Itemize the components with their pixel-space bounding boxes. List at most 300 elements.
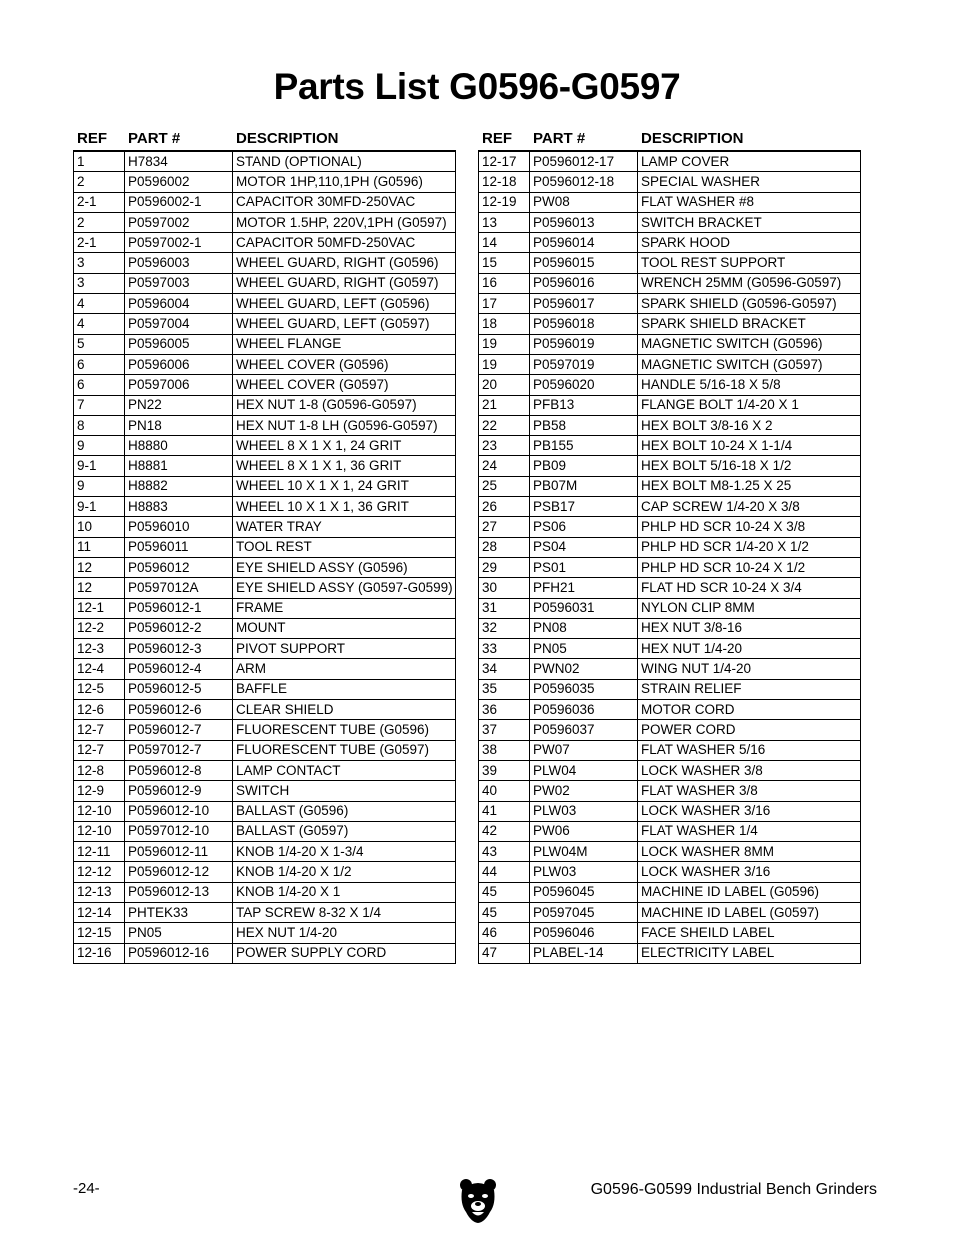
part-number-cell: PW06 (530, 821, 638, 841)
ref-cell: 20 (479, 375, 530, 395)
description-cell: WHEEL GUARD, LEFT (G0597) (233, 314, 456, 334)
ref-cell: 12-15 (74, 923, 125, 943)
part-number-cell: PN05 (530, 639, 638, 659)
ref-cell: 13 (479, 212, 530, 232)
ref-cell: 1 (74, 151, 125, 172)
part-number-cell: P0596012-2 (125, 618, 233, 638)
description-cell: WHEEL COVER (G0596) (233, 354, 456, 374)
part-number-cell: P0596031 (530, 598, 638, 618)
description-cell: WHEEL GUARD, RIGHT (G0596) (233, 253, 456, 273)
ref-cell: 8 (74, 415, 125, 435)
description-cell: LAMP CONTACT (233, 760, 456, 780)
table-row (479, 192, 861, 212)
description-cell: FACE SHEILD LABEL (638, 923, 861, 943)
table-row (479, 639, 861, 659)
description-cell: FLAT HD SCR 10-24 X 3/4 (638, 578, 861, 598)
part-number-cell: H8880 (125, 436, 233, 456)
part-number-cell: PW08 (530, 192, 638, 212)
part-number-cell: P0597012A (125, 578, 233, 598)
part-number-cell: PN22 (125, 395, 233, 415)
description-cell: SPECIAL WASHER (638, 172, 861, 192)
part-number-cell: PHTEK33 (125, 902, 233, 922)
part-number-cell: P0596017 (530, 294, 638, 314)
part-number-cell: P0597019 (530, 354, 638, 374)
description-cell: EYE SHIELD ASSY (G0597-G0599) (233, 578, 456, 598)
table-row (74, 720, 456, 740)
ref-cell: 12-8 (74, 760, 125, 780)
ref-cell: 16 (479, 273, 530, 293)
table-row (479, 557, 861, 577)
part-number-cell: P0597045 (530, 902, 638, 922)
part-number-cell: P0596012-8 (125, 760, 233, 780)
ref-cell: 12-7 (74, 740, 125, 760)
ref-cell: 47 (479, 943, 530, 963)
part-number-cell: P0596012-1 (125, 598, 233, 618)
part-number-cell: P0596012-18 (530, 172, 638, 192)
table-row (74, 212, 456, 232)
description-cell: HEX BOLT 10-24 X 1-1/4 (638, 436, 861, 456)
part-number-cell: PSB17 (530, 497, 638, 517)
table-row (479, 781, 861, 801)
part-number-cell: P0596010 (125, 517, 233, 537)
part-number-cell: PB155 (530, 436, 638, 456)
ref-cell: 39 (479, 760, 530, 780)
table-row (479, 821, 861, 841)
description-cell: LOCK WASHER 3/8 (638, 760, 861, 780)
description-cell: LAMP COVER (638, 151, 861, 172)
description-cell: CAPACITOR 50MFD-250VAC (233, 233, 456, 253)
part-number-cell: P0596018 (530, 314, 638, 334)
part-number-cell: P0596012-6 (125, 700, 233, 720)
description-cell: SWITCH BRACKET (638, 212, 861, 232)
part-number-cell: P0596012-12 (125, 862, 233, 882)
parts-table-left (73, 127, 456, 964)
ref-cell: 29 (479, 557, 530, 577)
description-cell: SWITCH (233, 781, 456, 801)
part-number-cell: PN18 (125, 415, 233, 435)
table-row (74, 233, 456, 253)
ref-cell: 4 (74, 314, 125, 334)
parts-table (478, 150, 861, 964)
description-cell: SPARK SHIELD (G0596-G0597) (638, 294, 861, 314)
ref-cell: 15 (479, 253, 530, 273)
description-cell: MOTOR CORD (638, 700, 861, 720)
table-row (479, 436, 861, 456)
description-cell: TOOL REST SUPPORT (638, 253, 861, 273)
table-row (479, 923, 861, 943)
table-row (74, 923, 456, 943)
part-number-cell: H8881 (125, 456, 233, 476)
table-row (479, 760, 861, 780)
page-title: Parts List G0596-G0597 (273, 66, 681, 107)
ref-cell: 37 (479, 720, 530, 740)
description-cell: PHLP HD SCR 10-24 X 3/8 (638, 517, 861, 537)
table-row (479, 294, 861, 314)
table-row (479, 659, 861, 679)
part-number-cell: P0596012-9 (125, 781, 233, 801)
description-cell: FLAT WASHER #8 (638, 192, 861, 212)
part-number-cell: P0596035 (530, 679, 638, 699)
part-number-cell: PS04 (530, 537, 638, 557)
table-row (479, 517, 861, 537)
part-number-cell: PW07 (530, 740, 638, 760)
table-row (74, 456, 456, 476)
part-number-cell: P0597002-1 (125, 233, 233, 253)
ref-cell: 4 (74, 294, 125, 314)
ref-cell: 12-16 (74, 943, 125, 963)
table-row (479, 720, 861, 740)
part-number-cell: PN05 (125, 923, 233, 943)
part-number-cell: P0596012-4 (125, 659, 233, 679)
table-row (74, 273, 456, 293)
part-number-cell: P0596012-5 (125, 679, 233, 699)
part-number-cell: PLW04M (530, 842, 638, 862)
table-row (74, 842, 456, 862)
part-number-cell: P0596013 (530, 212, 638, 232)
description-cell: WRENCH 25MM (G0596-G0597) (638, 273, 861, 293)
ref-cell: 32 (479, 618, 530, 638)
description-cell: LOCK WASHER 8MM (638, 842, 861, 862)
table-row (479, 172, 861, 192)
table-row (479, 842, 861, 862)
ref-cell: 12-1 (74, 598, 125, 618)
table-row (479, 679, 861, 699)
part-number-cell: P0596002 (125, 172, 233, 192)
description-cell: HEX BOLT M8-1.25 X 25 (638, 476, 861, 496)
description-header: DESCRIPTION (236, 130, 339, 147)
ref-cell: 21 (479, 395, 530, 415)
ref-cell: 12-4 (74, 659, 125, 679)
ref-cell: 12-13 (74, 882, 125, 902)
table-row (74, 354, 456, 374)
table-row (74, 415, 456, 435)
ref-cell: 40 (479, 781, 530, 801)
ref-cell: 43 (479, 842, 530, 862)
ref-cell: 19 (479, 334, 530, 354)
part-number-cell: P0596012-10 (125, 801, 233, 821)
ref-cell: 22 (479, 415, 530, 435)
ref-cell: 33 (479, 639, 530, 659)
table-row (74, 760, 456, 780)
table-row (479, 618, 861, 638)
ref-cell: 11 (74, 537, 125, 557)
part-number-cell: P0597012-10 (125, 821, 233, 841)
description-cell: TOOL REST (233, 537, 456, 557)
table-row (74, 598, 456, 618)
ref-cell: 10 (74, 517, 125, 537)
part-number-cell: P0597002 (125, 212, 233, 232)
ref-cell: 14 (479, 233, 530, 253)
description-cell: WHEEL GUARD, RIGHT (G0597) (233, 273, 456, 293)
ref-cell: 19 (479, 354, 530, 374)
ref-cell: 12-5 (74, 679, 125, 699)
ref-cell: 38 (479, 740, 530, 760)
ref-cell: 30 (479, 578, 530, 598)
ref-cell: 45 (479, 882, 530, 902)
description-cell: HEX BOLT 5/16-18 X 1/2 (638, 456, 861, 476)
description-cell: PIVOT SUPPORT (233, 639, 456, 659)
ref-cell: 12-10 (74, 821, 125, 841)
part-number-cell: P0596012-17 (530, 151, 638, 172)
table-row (479, 314, 861, 334)
table-row (74, 294, 456, 314)
table-row (479, 395, 861, 415)
ref-cell: 6 (74, 375, 125, 395)
ref-cell: 5 (74, 334, 125, 354)
part-number-cell: P0596020 (530, 375, 638, 395)
table-row (74, 497, 456, 517)
description-cell: WHEEL FLANGE (233, 334, 456, 354)
table-row (479, 354, 861, 374)
description-cell: FLAT WASHER 1/4 (638, 821, 861, 841)
table-row (74, 151, 456, 172)
description-cell: BALLAST (G0597) (233, 821, 456, 841)
description-cell: FLAT WASHER 5/16 (638, 740, 861, 760)
ref-cell: 12-7 (74, 720, 125, 740)
part-number-cell: P0596012-3 (125, 639, 233, 659)
part-number-cell: P0596036 (530, 700, 638, 720)
table-row (479, 233, 861, 253)
part-number-cell: PN08 (530, 618, 638, 638)
ref-cell: 36 (479, 700, 530, 720)
table-row (479, 334, 861, 354)
table-row (74, 436, 456, 456)
description-cell: HEX NUT 1/4-20 (233, 923, 456, 943)
description-cell: BALLAST (G0596) (233, 801, 456, 821)
table-row (74, 679, 456, 699)
table-row (479, 212, 861, 232)
table-row (479, 862, 861, 882)
table-row (74, 557, 456, 577)
ref-cell: 45 (479, 902, 530, 922)
table-row (74, 395, 456, 415)
description-cell: KNOB 1/4-20 X 1 (233, 882, 456, 902)
table-row (74, 537, 456, 557)
part-number-cell: P0597012-7 (125, 740, 233, 760)
description-cell: WHEEL GUARD, LEFT (G0596) (233, 294, 456, 314)
description-cell: MOTOR 1.5HP, 220V,1PH (G0597) (233, 212, 456, 232)
ref-cell: 12-3 (74, 639, 125, 659)
part-number-cell: H7834 (125, 151, 233, 172)
description-cell: WHEEL 8 X 1 X 1, 36 GRIT (233, 456, 456, 476)
ref-cell: 12-18 (479, 172, 530, 192)
part-number-cell: P0596014 (530, 233, 638, 253)
table-row (74, 781, 456, 801)
ref-cell: 9 (74, 436, 125, 456)
description-cell: MAGNETIC SWITCH (G0596) (638, 334, 861, 354)
table-row (479, 273, 861, 293)
part-number-cell: P0596012-13 (125, 882, 233, 902)
description-cell: LOCK WASHER 3/16 (638, 862, 861, 882)
part-number-cell: P0596005 (125, 334, 233, 354)
part-number-cell: PB58 (530, 415, 638, 435)
table-header (73, 127, 456, 150)
table-row (479, 537, 861, 557)
part-number-cell: PLW04 (530, 760, 638, 780)
part-number-cell: P0596045 (530, 882, 638, 902)
ref-cell: 12-12 (74, 862, 125, 882)
ref-cell: 9-1 (74, 456, 125, 476)
ref-cell: 28 (479, 537, 530, 557)
description-cell: FRAME (233, 598, 456, 618)
description-cell: SPARK SHIELD BRACKET (638, 314, 861, 334)
ref-cell: 41 (479, 801, 530, 821)
part-number-cell: P0596012 (125, 557, 233, 577)
description-cell: MACHINE ID LABEL (G0597) (638, 902, 861, 922)
description-cell: CAP SCREW 1/4-20 X 3/8 (638, 497, 861, 517)
description-cell: NYLON CLIP 8MM (638, 598, 861, 618)
description-header: DESCRIPTION (641, 130, 744, 147)
table-row (479, 415, 861, 435)
ref-header: REF (77, 130, 107, 147)
table-row (74, 314, 456, 334)
part-number-cell: P0596037 (530, 720, 638, 740)
description-cell: WHEEL COVER (G0597) (233, 375, 456, 395)
description-cell: ELECTRICITY LABEL (638, 943, 861, 963)
part-number-cell: P0596004 (125, 294, 233, 314)
part-number-cell: PS01 (530, 557, 638, 577)
table-row (479, 476, 861, 496)
ref-cell: 9-1 (74, 497, 125, 517)
part-number-cell: P0596019 (530, 334, 638, 354)
ref-cell: 2-1 (74, 192, 125, 212)
ref-cell: 26 (479, 497, 530, 517)
table-row (479, 497, 861, 517)
description-cell: STAND (OPTIONAL) (233, 151, 456, 172)
ref-cell: 42 (479, 821, 530, 841)
description-cell: FLAT WASHER 3/8 (638, 781, 861, 801)
manual-title: G0596-G0599 Industrial Bench Grinders (590, 1181, 877, 1198)
ref-cell: 35 (479, 679, 530, 699)
description-cell: SPARK HOOD (638, 233, 861, 253)
description-cell: ARM (233, 659, 456, 679)
description-cell: EYE SHIELD ASSY (G0596) (233, 557, 456, 577)
table-row (479, 801, 861, 821)
ref-cell: 44 (479, 862, 530, 882)
part-number-cell: P0596003 (125, 253, 233, 273)
table-row (74, 578, 456, 598)
ref-cell: 12-10 (74, 801, 125, 821)
ref-cell: 12 (74, 578, 125, 598)
ref-cell: 17 (479, 294, 530, 314)
ref-cell: 25 (479, 476, 530, 496)
part-header: PART # (533, 130, 586, 147)
table-row (74, 821, 456, 841)
description-cell: MOTOR 1HP,110,1PH (G0596) (233, 172, 456, 192)
part-number-cell: PS06 (530, 517, 638, 537)
description-cell: KNOB 1/4-20 X 1/2 (233, 862, 456, 882)
table-row (74, 172, 456, 192)
table-row (479, 700, 861, 720)
table-row (74, 902, 456, 922)
description-cell: WATER TRAY (233, 517, 456, 537)
table-row (479, 375, 861, 395)
part-number-cell: PWN02 (530, 659, 638, 679)
description-cell: PHLP HD SCR 1/4-20 X 1/2 (638, 537, 861, 557)
description-cell: TAP SCREW 8-32 X 1/4 (233, 902, 456, 922)
ref-cell: 12-14 (74, 902, 125, 922)
part-number-cell: H8883 (125, 497, 233, 517)
part-number-cell: P0597006 (125, 375, 233, 395)
description-cell: HEX NUT 3/8-16 (638, 618, 861, 638)
description-cell: HEX NUT 1-8 LH (G0596-G0597) (233, 415, 456, 435)
description-cell: MAGNETIC SWITCH (G0597) (638, 354, 861, 374)
description-cell: FLUORESCENT TUBE (G0597) (233, 740, 456, 760)
part-number-cell: P0596016 (530, 273, 638, 293)
part-number-cell: P0596006 (125, 354, 233, 374)
ref-cell: 27 (479, 517, 530, 537)
table-row (74, 943, 456, 963)
ref-header: REF (482, 130, 512, 147)
description-cell: KNOB 1/4-20 X 1-3/4 (233, 842, 456, 862)
table-row (74, 700, 456, 720)
table-row (479, 902, 861, 922)
table-row (479, 253, 861, 273)
ref-cell: 12-19 (479, 192, 530, 212)
ref-cell: 31 (479, 598, 530, 618)
parts-table (73, 150, 456, 964)
part-number-cell: PW02 (530, 781, 638, 801)
table-row (479, 740, 861, 760)
description-cell: BAFFLE (233, 679, 456, 699)
part-number-cell: H8882 (125, 476, 233, 496)
ref-cell: 12-6 (74, 700, 125, 720)
table-row (74, 882, 456, 902)
part-number-cell: PB09 (530, 456, 638, 476)
table-row (74, 862, 456, 882)
description-cell: FLUORESCENT TUBE (G0596) (233, 720, 456, 740)
table-row (479, 151, 861, 172)
part-number-cell: PLW03 (530, 801, 638, 821)
ref-cell: 7 (74, 395, 125, 415)
description-cell: WHEEL 8 X 1 X 1, 24 GRIT (233, 436, 456, 456)
description-cell: MOUNT (233, 618, 456, 638)
part-number-cell: P0597004 (125, 314, 233, 334)
description-cell: HEX BOLT 3/8-16 X 2 (638, 415, 861, 435)
table-row (74, 618, 456, 638)
part-number-cell: PFH21 (530, 578, 638, 598)
table-row (479, 598, 861, 618)
part-number-cell: PB07M (530, 476, 638, 496)
part-number-cell: P0596012-11 (125, 842, 233, 862)
table-row (74, 375, 456, 395)
description-cell: LOCK WASHER 3/16 (638, 801, 861, 821)
description-cell: POWER SUPPLY CORD (233, 943, 456, 963)
description-cell: WHEEL 10 X 1 X 1, 36 GRIT (233, 497, 456, 517)
part-number-cell: P0596012-16 (125, 943, 233, 963)
description-cell: FLANGE BOLT 1/4-20 X 1 (638, 395, 861, 415)
part-header: PART # (128, 130, 181, 147)
page-number: -24- (73, 1180, 100, 1197)
ref-cell: 24 (479, 456, 530, 476)
part-number-cell: PLW03 (530, 862, 638, 882)
part-number-cell: P0596002-1 (125, 192, 233, 212)
description-cell: MACHINE ID LABEL (G0596) (638, 882, 861, 902)
table-row (74, 517, 456, 537)
table-row (74, 801, 456, 821)
table-row (74, 659, 456, 679)
ref-cell: 18 (479, 314, 530, 334)
ref-cell: 12-9 (74, 781, 125, 801)
ref-cell: 12-11 (74, 842, 125, 862)
table-row (74, 740, 456, 760)
part-number-cell: P0596011 (125, 537, 233, 557)
ref-cell: 12-2 (74, 618, 125, 638)
description-cell: STRAIN RELIEF (638, 679, 861, 699)
table-row (479, 456, 861, 476)
ref-cell: 12-17 (479, 151, 530, 172)
description-cell: POWER CORD (638, 720, 861, 740)
